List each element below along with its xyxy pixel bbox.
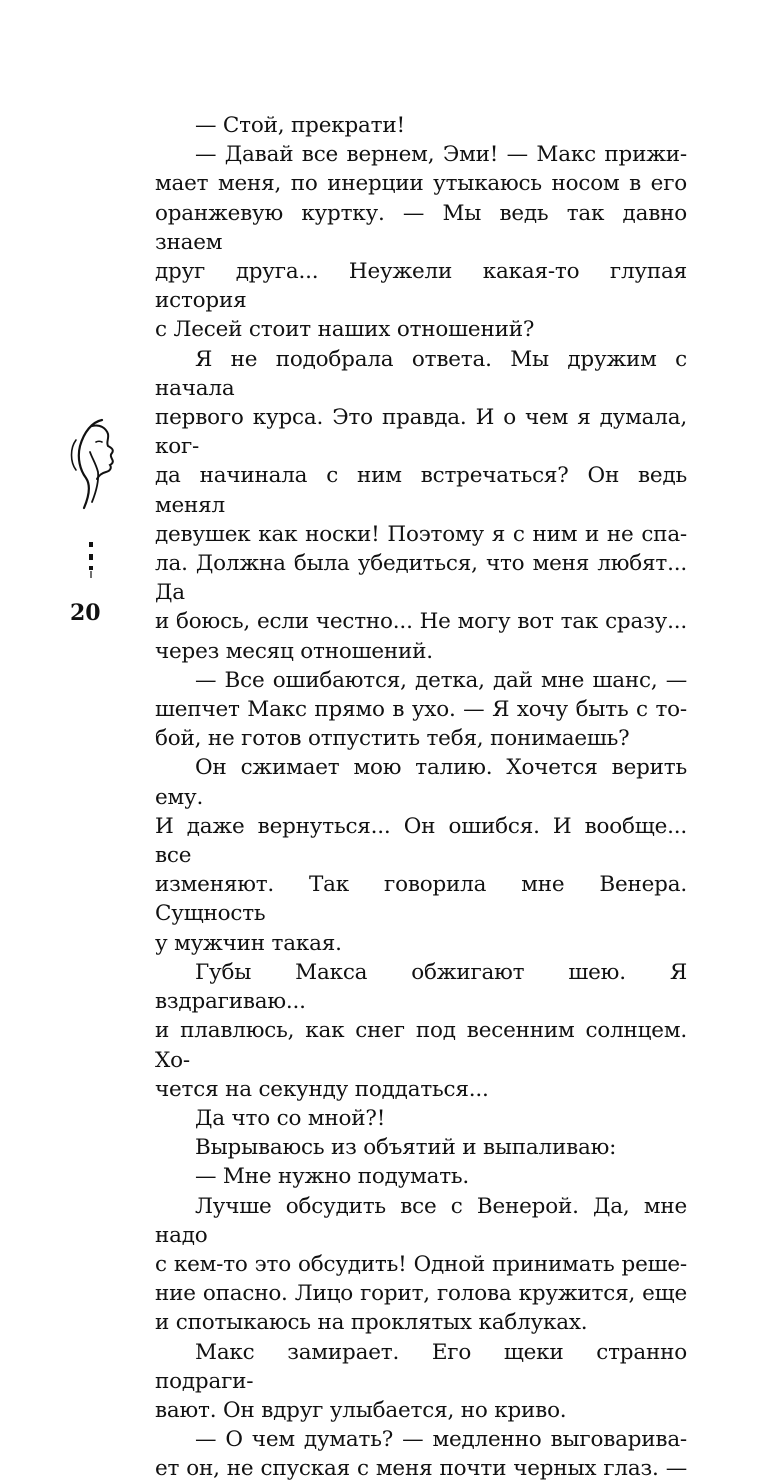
text-line: Вырываюсь из объятий и выпаливаю: bbox=[195, 1135, 617, 1161]
text-line: Лучше обсудить все с Венерой. Да, мне надо bbox=[155, 1193, 687, 1248]
text-line: через месяц отношений. bbox=[155, 638, 433, 664]
page-number: 20 bbox=[70, 600, 101, 626]
text-line: оранжевую куртку. — Мы ведь так давно знаем bbox=[155, 200, 687, 255]
text-line: И даже вернуться... Он ошибся. И вообще... все bbox=[155, 813, 687, 869]
paragraph bbox=[155, 1162, 687, 1191]
text-line: мает меня, по инерции утыкаюсь носом в его bbox=[155, 171, 687, 197]
text-line: с кем-то это обсудить! Одной принимать реше- bbox=[155, 1251, 687, 1277]
text-line: бой, не готов отпустить тебя, понимаешь? bbox=[155, 726, 630, 752]
paragraph bbox=[155, 1425, 687, 1483]
paragraph bbox=[155, 140, 687, 344]
text-line: чется на секунду поддаться... bbox=[155, 1076, 489, 1102]
text-line: — Давай все вернем, Эми! — Макс прижи- bbox=[195, 142, 687, 168]
body-text bbox=[155, 111, 687, 1484]
text-line: вают. Он вдруг улыбается, но криво. bbox=[155, 1397, 567, 1423]
text-line: и плавлюсь, как снег под весенним солнцем. Хо- bbox=[155, 1018, 687, 1073]
text-line: Да что со мной?! bbox=[195, 1105, 386, 1131]
face-profile-illustration-icon bbox=[62, 412, 142, 522]
paragraph bbox=[155, 958, 687, 1104]
text-line: и спотыкаюсь на проклятых каблуках. bbox=[155, 1310, 588, 1336]
paragraph bbox=[155, 1338, 687, 1426]
text-line: у мужчин такая. bbox=[155, 930, 342, 956]
paragraph bbox=[155, 1192, 687, 1338]
text-line: Он сжимает мою талию. Хочется верить ему. bbox=[155, 755, 687, 810]
text-line: — О чем думать? — медленно выговарива- bbox=[195, 1427, 687, 1453]
text-line: — Стой, прекрати! bbox=[195, 113, 405, 138]
text-line: ет он, не спуская с меня почти черных глаз. — bbox=[155, 1456, 687, 1482]
text-line: Макс замирает. Его щеки странно подраги- bbox=[155, 1339, 687, 1394]
text-line: изменяют. Так говорила мне Венера. Сущность bbox=[155, 872, 687, 927]
text-line: первого курса. Это правда. И о чем я думала, ког- bbox=[155, 405, 687, 460]
text-line: — Все ошибаются, детка, дай мне шанс, — bbox=[195, 667, 687, 693]
text-line: — Мне нужно подумать. bbox=[195, 1164, 470, 1190]
paragraph bbox=[155, 1104, 687, 1133]
text-line: друг друга... Неужели какая-то глупая история bbox=[155, 259, 687, 314]
decorative-dots-icon bbox=[84, 540, 98, 580]
text-line: ла. Должна была убедиться, что меня любят... Да bbox=[155, 551, 687, 606]
paragraph bbox=[155, 345, 687, 666]
text-line: и боюсь, если честно... Не могу вот так сразу... bbox=[155, 609, 687, 635]
text-line: да начинала с ним встречаться? Он ведь менял bbox=[155, 463, 687, 518]
text-line: шепчет Макс прямо в ухо. — Я хочу быть с то- bbox=[155, 697, 687, 723]
text-line: девушек как носки! Поэтому я с ним и не спа- bbox=[155, 521, 687, 547]
text-line: Губы Макса обжигают шею. Я вздрагиваю... bbox=[155, 959, 687, 1015]
paragraph bbox=[155, 1133, 687, 1162]
text-line: ние опасно. Лицо горит, голова кружится, еще bbox=[155, 1281, 687, 1307]
paragraph bbox=[155, 666, 687, 754]
text-line: Я не подобрала ответа. Мы дружим с начала bbox=[155, 346, 687, 401]
text-line: с Лесей стоит наших отношений? bbox=[155, 317, 535, 343]
paragraph bbox=[155, 753, 687, 957]
paragraph bbox=[155, 111, 687, 140]
